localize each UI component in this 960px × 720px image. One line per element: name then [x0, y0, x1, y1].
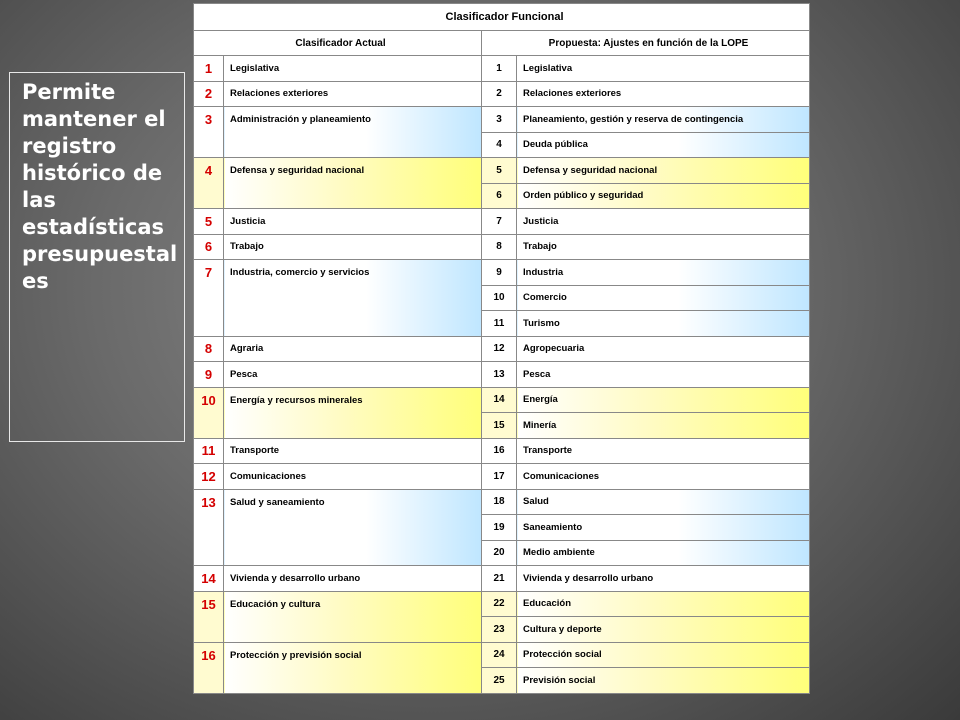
column-header-propuesta: Propuesta: Ajustes en función de la LOPE — [482, 31, 810, 56]
a-label-cell: Legislativa — [224, 56, 482, 82]
table-row — [194, 540, 810, 566]
table-row — [194, 209, 810, 235]
a-num-cell: 10 — [194, 387, 224, 413]
p-label-cell: Transporte — [517, 438, 810, 464]
a-label-cell: Agraria — [224, 336, 482, 362]
table-row — [194, 515, 810, 541]
a-label-cell — [224, 183, 482, 209]
a-label-cell: Vivienda y desarrollo urbano — [224, 566, 482, 592]
p-num-cell: 24 — [482, 642, 517, 668]
p-label-cell: Legislativa — [517, 56, 810, 82]
table-row — [194, 387, 810, 413]
table-row — [194, 489, 810, 515]
a-num-cell — [194, 668, 224, 694]
p-label-cell: Industria — [517, 260, 810, 286]
a-label-cell — [224, 515, 482, 541]
p-label-cell: Minería — [517, 413, 810, 439]
a-label-cell — [224, 285, 482, 311]
table-row — [194, 107, 810, 133]
p-num-cell: 11 — [482, 311, 517, 337]
p-num-cell: 15 — [482, 413, 517, 439]
p-num-cell: 14 — [482, 387, 517, 413]
a-label-cell: Trabajo — [224, 234, 482, 260]
table-row — [194, 591, 810, 617]
a-label-cell: Salud y saneamiento — [224, 489, 482, 515]
a-num-cell: 1 — [194, 56, 224, 82]
a-num-cell: 15 — [194, 591, 224, 617]
functional-classifier-table — [193, 3, 810, 694]
p-label-cell: Pesca — [517, 362, 810, 388]
p-label-cell: Vivienda y desarrollo urbano — [517, 566, 810, 592]
column-header-actual: Clasificador Actual — [194, 31, 482, 56]
p-num-cell: 1 — [482, 56, 517, 82]
p-num-cell: 6 — [482, 183, 517, 209]
p-num-cell: 2 — [482, 81, 517, 107]
a-label-cell: Transporte — [224, 438, 482, 464]
table-row — [194, 234, 810, 260]
a-num-cell: 14 — [194, 566, 224, 592]
p-label-cell: Energía — [517, 387, 810, 413]
a-label-cell: Energía y recursos minerales — [224, 387, 482, 413]
p-label-cell: Comunicaciones — [517, 464, 810, 490]
a-label-cell: Comunicaciones — [224, 464, 482, 490]
p-label-cell: Relaciones exteriores — [517, 81, 810, 107]
a-num-cell — [194, 617, 224, 643]
p-num-cell: 13 — [482, 362, 517, 388]
p-num-cell: 3 — [482, 107, 517, 133]
table-row — [194, 132, 810, 158]
a-label-cell — [224, 617, 482, 643]
a-num-cell: 4 — [194, 158, 224, 184]
a-num-cell: 8 — [194, 336, 224, 362]
a-label-cell: Defensa y seguridad nacional — [224, 158, 482, 184]
p-num-cell: 21 — [482, 566, 517, 592]
p-num-cell: 18 — [482, 489, 517, 515]
p-label-cell: Turismo — [517, 311, 810, 337]
p-label-cell: Defensa y seguridad nacional — [517, 158, 810, 184]
a-num-cell — [194, 311, 224, 337]
p-num-cell: 9 — [482, 260, 517, 286]
p-num-cell: 23 — [482, 617, 517, 643]
a-num-cell — [194, 183, 224, 209]
p-label-cell: Medio ambiente — [517, 540, 810, 566]
table-row — [194, 362, 810, 388]
table-row — [194, 438, 810, 464]
p-label-cell: Cultura y deporte — [517, 617, 810, 643]
table-row — [194, 183, 810, 209]
p-label-cell: Protección social — [517, 642, 810, 668]
p-num-cell: 25 — [482, 668, 517, 694]
a-num-cell: 3 — [194, 107, 224, 133]
a-label-cell — [224, 311, 482, 337]
table-row — [194, 56, 810, 82]
a-label-cell: Educación y cultura — [224, 591, 482, 617]
p-label-cell: Planeamiento, gestión y reserva de contingencia — [517, 107, 810, 133]
a-num-cell: 16 — [194, 642, 224, 668]
a-num-cell: 12 — [194, 464, 224, 490]
p-num-cell: 7 — [482, 209, 517, 235]
a-label-cell — [224, 413, 482, 439]
side-note-box — [9, 72, 185, 442]
p-num-cell: 12 — [482, 336, 517, 362]
table-row — [194, 464, 810, 490]
table-row — [194, 285, 810, 311]
table-row — [194, 668, 810, 694]
a-label-cell: Administración y planeamiento — [224, 107, 482, 133]
a-label-cell: Pesca — [224, 362, 482, 388]
table-row — [194, 642, 810, 668]
table-row — [194, 566, 810, 592]
a-label-cell: Industria, comercio y servicios — [224, 260, 482, 286]
p-label-cell: Educación — [517, 591, 810, 617]
p-label-cell: Previsión social — [517, 668, 810, 694]
table-row — [194, 617, 810, 643]
a-num-cell: 6 — [194, 234, 224, 260]
a-num-cell: 11 — [194, 438, 224, 464]
p-label-cell: Saneamiento — [517, 515, 810, 541]
side-note-text: Permite mantener el registro histórico de las estadísticas presupuestales — [22, 80, 178, 293]
a-num-cell: 7 — [194, 260, 224, 286]
p-label-cell: Trabajo — [517, 234, 810, 260]
table-body — [194, 56, 810, 694]
p-num-cell: 22 — [482, 591, 517, 617]
a-num-cell: 2 — [194, 81, 224, 107]
table-title: Clasificador Funcional — [194, 4, 810, 31]
a-num-cell: 5 — [194, 209, 224, 235]
p-num-cell: 5 — [482, 158, 517, 184]
a-num-cell: 13 — [194, 489, 224, 515]
a-num-cell — [194, 540, 224, 566]
p-label-cell: Orden público y seguridad — [517, 183, 810, 209]
a-num-cell — [194, 515, 224, 541]
a-num-cell: 9 — [194, 362, 224, 388]
p-num-cell: 16 — [482, 438, 517, 464]
p-label-cell: Comercio — [517, 285, 810, 311]
p-num-cell: 8 — [482, 234, 517, 260]
a-label-cell: Justicia — [224, 209, 482, 235]
table-row — [194, 158, 810, 184]
a-label-cell — [224, 540, 482, 566]
a-label-cell — [224, 668, 482, 694]
p-label-cell: Deuda pública — [517, 132, 810, 158]
p-num-cell: 19 — [482, 515, 517, 541]
a-label-cell: Protección y previsión social — [224, 642, 482, 668]
p-label-cell: Justicia — [517, 209, 810, 235]
a-num-cell — [194, 285, 224, 311]
table-row — [194, 413, 810, 439]
a-num-cell — [194, 413, 224, 439]
table-row — [194, 260, 810, 286]
p-num-cell: 17 — [482, 464, 517, 490]
a-num-cell — [194, 132, 224, 158]
table-row — [194, 336, 810, 362]
p-label-cell: Agropecuaria — [517, 336, 810, 362]
p-label-cell: Salud — [517, 489, 810, 515]
a-label-cell: Relaciones exteriores — [224, 81, 482, 107]
p-num-cell: 10 — [482, 285, 517, 311]
p-num-cell: 20 — [482, 540, 517, 566]
table-row — [194, 81, 810, 107]
p-num-cell: 4 — [482, 132, 517, 158]
table-row — [194, 311, 810, 337]
a-label-cell — [224, 132, 482, 158]
